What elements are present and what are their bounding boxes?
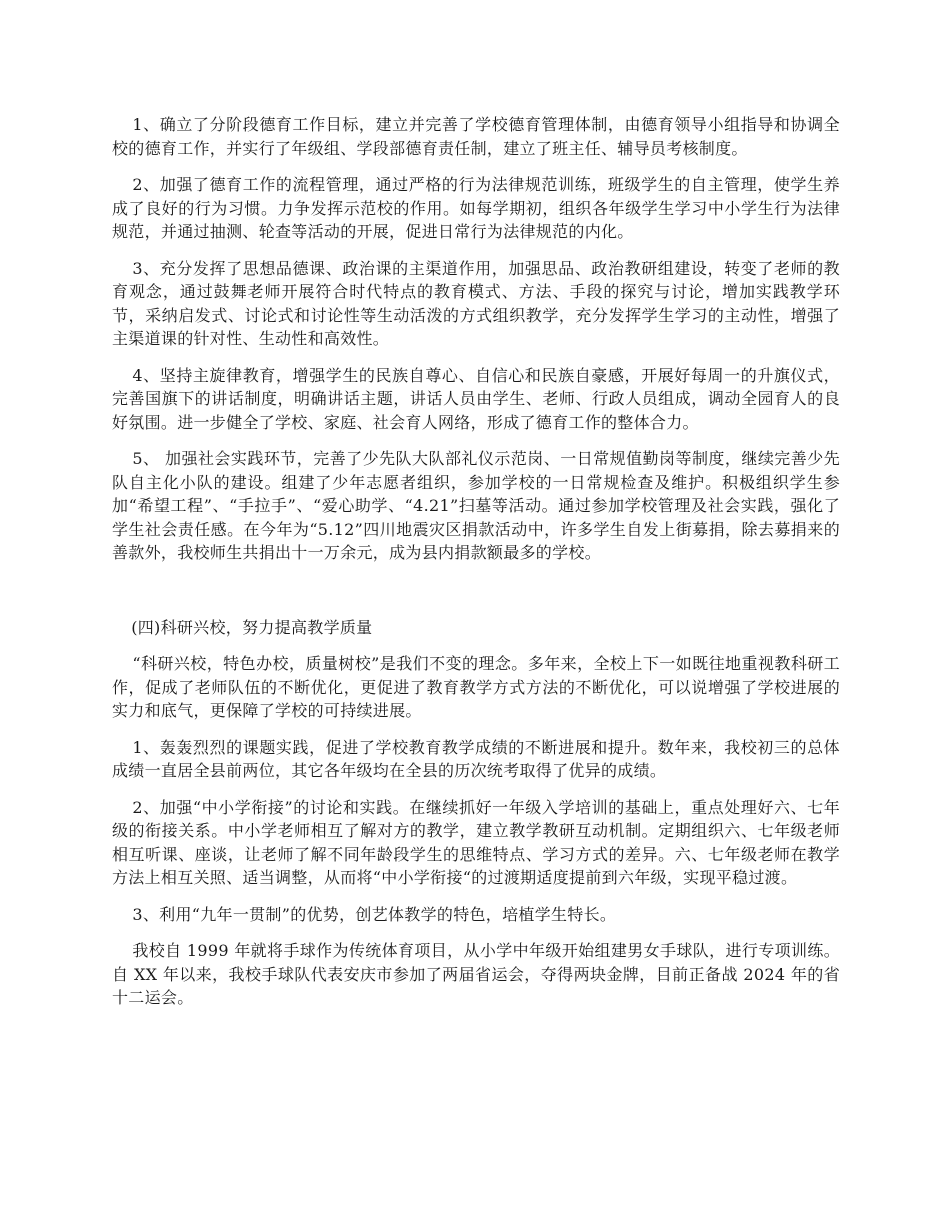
paragraph-research-2: 2、加强“中小学衔接”的讨论和实践。在继续抓好一年级入学培训的基础上，重点处理好六、七年级的衔接关系。中小学老师相互了解对方的教学，建立教学教研互动机制。定期组织六、七年级老师相互听课、座谈，让老师了解不同年龄段学生的思维特点、学习方式的差异。六、七年级老师在教学方法上相互关照、适当调整，从而将“中小学衔接“的过渡期适度提前到六年级，实现平稳过渡。 [112,797,840,887]
paragraph-moral-3: 3、充分发挥了思想品德课、政治课的主渠道作用，加强思品、政治教研组建设，转变了老师的教育观念，通过鼓舞老师开展符合时代特点的教育模式、方法、手段的探究与讨论，增加实践教学环节，采纳启发式、讨论式和讨论性等生动活泼的方式组织教学，充分发挥学生学习的主动性，增强了主渠道课的针对性、生动性和高效性。 [112,258,840,348]
document-body [112,113,840,1023]
paragraph-research-3: 3、利用“九年一贯制”的优势，创艺体教学的特色，培植学生特长。 [132,904,617,924]
paragraph-research-1: 1、轰轰烈烈的课题实践，促进了学校教育教学成绩的不断进展和提升。数年来，我校初三的总体成绩一直居全县前两位，其它各年级均在全县的历次统考取得了优异的成绩。 [112,737,840,780]
paragraph-moral-1: 1、确立了分阶段德育工作目标，建立并完善了学校德育管理体制，由德育领导小组指导和协调全校的德育工作，并实行了年级组、学段部德育责任制，建立了班主任、辅导员考核制度。 [112,115,840,158]
paragraph-research-intro: “科研兴校，特色办校，质量树校”是我们不变的理念。多年来，全校上下一如既往地重视教科研工作，促成了老师队伍的不断优化，更促进了教育教学方式方法的不断优化，可以说增强了学校进展的实力和底气，更保障了学校的可持续进展。 [112,654,840,720]
paragraph-moral-2: 2、加强了德育工作的流程管理，通过严格的行为法律规范训练，班级学生的自主管理，使学生养成了良好的行为习惯。力争发挥示范校的作用。如每学期初，组织各年级学生学习中小学生行为法律规范，并通过抽测、轮查等活动的开展，促进日常行为法律规范的内化。 [112,175,840,241]
section-spacer [112,578,840,616]
paragraph-moral-5: 5、 加强社会实践环节，完善了少先队大队部礼仪示范岗、一日常规值勤岗等制度，继续完善少先队自主化小队的建设。组建了少年志愿者组织，参加学校的一日常规检查及维护。积极组织学生参加“希望工程”、“手拉手”、“爱心助学、“4.21”扫墓等活动。通过参加学校管理及社会实践，强化了学生社会责任感。在今年为“5.12”四川地震灾区捐款活动中，许多学生自发上街募捐，除去募捐来的善款外，我校师生共捐出十一万余元，成为县内捐款额最多的学校。 [112,449,840,562]
paragraph-handball: 我校自 1999 年就将手球作为传统体育项目，从小学中年级开始组建男女手球队，进行专项训练。自 XX 年以来，我校手球队代表安庆市参加了两届省运会，夺得两块金牌，目前正备战 2024 年的省十二运会。 [112,941,840,1007]
paragraph-moral-4: 4、坚持主旋律教育，增强学生的民族自尊心、自信心和民族自豪感，开展好每周一的升旗仪式，完善国旗下的讲话制度，明确讲话主题，讲话人员由学生、老师、行政人员组成，调动全园育人的良好氛围。进一步健全了学校、家庭、社会育人网络，形成了德育工作的整体合力。 [112,365,840,432]
section-heading: (四)科研兴校，努力提高教学质量 [131,617,373,637]
